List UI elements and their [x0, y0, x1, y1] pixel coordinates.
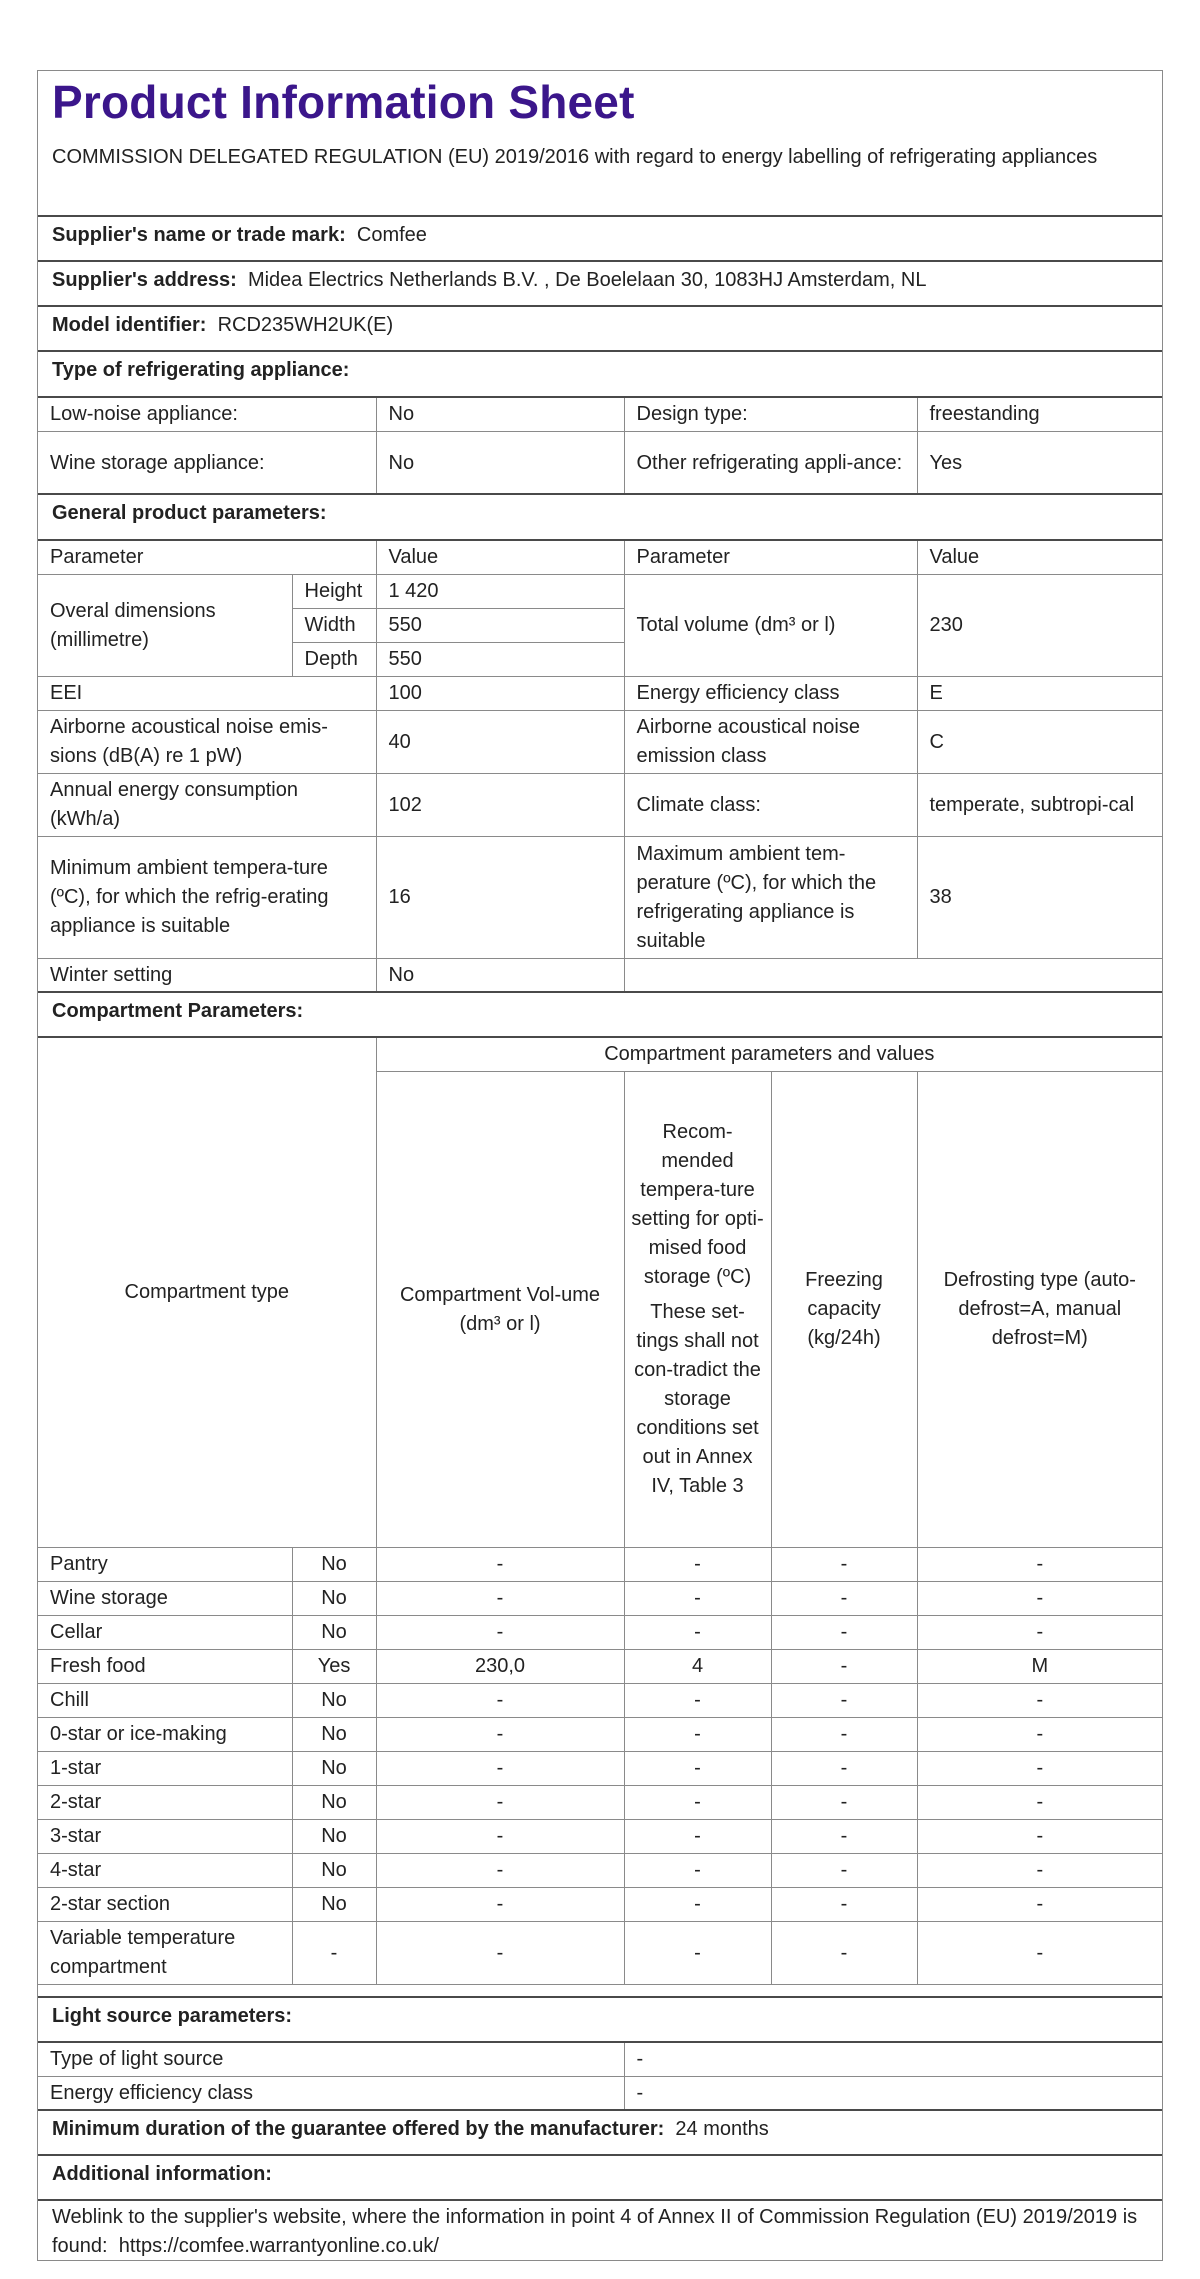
supplier-address-label: Supplier's address: [52, 269, 237, 291]
compartment-present: - [292, 1922, 376, 1985]
compartment-table [38, 1036, 1162, 1985]
freezing-capacity-header: Freezing capacity (kg/24h) [771, 1072, 917, 1548]
compartment-name: Chill [38, 1684, 292, 1718]
light-section-heading: Light source parameters: [52, 2005, 293, 2027]
compartment-volume: - [376, 1582, 624, 1616]
supplier-name-label: Supplier's name or trade mark: [52, 224, 346, 246]
min-temp-label: Minimum ambient tempera-ture (ºC), for which the refrig-erating appliance is suitable [38, 837, 376, 959]
supplier-address-value: Midea Electrics Netherlands B.V. , De Boelelaan 30, 1083HJ Amsterdam, NL [247, 269, 927, 291]
compartment-name: 1-star [38, 1752, 292, 1786]
compartment-freezing: - [771, 1548, 917, 1582]
compartment-volume: - [376, 1820, 624, 1854]
empty-cell [624, 959, 1162, 993]
compartment-temp: - [624, 1888, 771, 1922]
compartment-name: 2-star section [38, 1888, 292, 1922]
total-volume-value: 230 [917, 575, 1162, 677]
design-type-label: Design type: [624, 397, 917, 432]
eei-value: 100 [376, 677, 624, 711]
winter-setting-value: No [376, 959, 624, 993]
energy-class-label: Energy efficiency class [624, 677, 917, 711]
eei-label: EEI [38, 677, 376, 711]
additional-section-heading: Additional information: [52, 2163, 272, 2185]
guarantee-row [52, 2113, 769, 2145]
compartment-freezing: - [771, 1582, 917, 1616]
compartment-temp: - [624, 1854, 771, 1888]
compartment-row [38, 1650, 1162, 1684]
compartment-row [38, 1616, 1162, 1650]
compartment-name: 0-star or ice-making [38, 1718, 292, 1752]
supplier-weblink[interactable]: https://comfee.warrantyonline.co.uk/ [118, 2235, 439, 2257]
compartment-type-header: Compartment type [38, 1037, 376, 1548]
compartment-row [38, 1582, 1162, 1616]
compartment-row [38, 1548, 1162, 1582]
compartment-present: No [292, 1684, 376, 1718]
winter-setting-label: Winter setting [38, 959, 376, 993]
compartment-defrost: - [917, 1718, 1162, 1752]
compartment-present: No [292, 1854, 376, 1888]
compartment-volume: - [376, 1616, 624, 1650]
compartment-present: No [292, 1820, 376, 1854]
compartment-freezing: - [771, 1752, 917, 1786]
compartment-volume: - [376, 1786, 624, 1820]
compartment-volume: - [376, 1548, 624, 1582]
height-value: 1 420 [376, 575, 624, 609]
compartment-present: Yes [292, 1650, 376, 1684]
climate-class-value: temperate, subtropi-cal [917, 774, 1162, 837]
compartment-temp: - [624, 1786, 771, 1820]
compartment-row [38, 1684, 1162, 1718]
compartment-freezing: - [771, 1854, 917, 1888]
header-value-2: Value [917, 540, 1162, 575]
compartment-freezing: - [771, 1718, 917, 1752]
compartment-present: No [292, 1718, 376, 1752]
compartment-defrost: - [917, 1582, 1162, 1616]
compartment-volume: - [376, 1752, 624, 1786]
max-temp-value: 38 [917, 837, 1162, 959]
total-volume-label: Total volume (dm³ or l) [624, 575, 917, 677]
compartment-defrost: - [917, 1820, 1162, 1854]
energy-class-value: E [917, 677, 1162, 711]
compartment-name: 2-star [38, 1786, 292, 1820]
compartment-name: Cellar [38, 1616, 292, 1650]
compartment-group-header: Compartment parameters and values [376, 1037, 1162, 1072]
height-label: Height [292, 575, 376, 609]
compartment-freezing: - [771, 1820, 917, 1854]
compartment-freezing: - [771, 1786, 917, 1820]
product-information-sheet [37, 70, 1163, 2261]
compartment-volume: - [376, 1684, 624, 1718]
additional-info-text [52, 2203, 1142, 2261]
header-value: Value [376, 540, 624, 575]
max-temp-label: Maximum ambient tem-perature (ºC), for which the refrigerating appliance is suitable [624, 837, 917, 959]
compartment-freezing: - [771, 1888, 917, 1922]
general-parameters-table [38, 539, 1162, 993]
regulation-subtitle: COMMISSION DELEGATED REGULATION (EU) 2019/2016 with regard to energy labelling of refrigerating appliances [52, 146, 1098, 168]
compartment-temp: 4 [624, 1650, 771, 1684]
type-section-heading: Type of refrigerating appliance: [52, 359, 350, 381]
compartment-defrost: - [917, 1786, 1162, 1820]
compartment-present: No [292, 1786, 376, 1820]
compartment-freezing: - [771, 1650, 917, 1684]
recommended-temp-text: Recom-mended tempera-ture setting for opti-mised food storage (ºC) [631, 1121, 764, 1288]
compartment-row [38, 1820, 1162, 1854]
header-parameter-2: Parameter [624, 540, 917, 575]
noise-emissions-label: Airborne acoustical noise emis-sions (dB(A) re 1 pW) [38, 711, 376, 774]
recommended-temp-header [624, 1072, 771, 1548]
width-label: Width [292, 609, 376, 643]
compartment-row [38, 1718, 1162, 1752]
page-title: Product Information Sheet [52, 76, 635, 128]
compartment-volume: - [376, 1922, 624, 1985]
compartment-temp: - [624, 1684, 771, 1718]
compartment-temp: - [624, 1582, 771, 1616]
light-class-value: - [624, 2077, 1162, 2111]
annual-energy-label: Annual energy consumption (kWh/a) [38, 774, 376, 837]
other-appliance-label: Other refrigerating appli-ance: [624, 432, 917, 495]
light-class-label: Energy efficiency class [38, 2077, 624, 2111]
light-table [38, 2041, 1162, 2111]
compartment-temp: - [624, 1820, 771, 1854]
other-appliance-value: Yes [917, 432, 1162, 495]
compartment-defrost: - [917, 1752, 1162, 1786]
min-temp-value: 16 [376, 837, 624, 959]
compartment-section-heading: Compartment Parameters: [52, 1000, 304, 1022]
compartment-present: No [292, 1616, 376, 1650]
supplier-address-row [52, 264, 926, 296]
compartment-name: Fresh food [38, 1650, 292, 1684]
compartment-name: Wine storage [38, 1582, 292, 1616]
compartment-row [38, 1888, 1162, 1922]
guarantee-value: 24 months [675, 2118, 769, 2140]
compartment-defrost: - [917, 1922, 1162, 1985]
compartment-defrost: - [917, 1616, 1162, 1650]
compartment-volume: - [376, 1854, 624, 1888]
compartment-present: No [292, 1752, 376, 1786]
compartment-name: 3-star [38, 1820, 292, 1854]
compartment-name: Pantry [38, 1548, 292, 1582]
dimensions-label: Overal dimensions (millimetre) [38, 575, 292, 677]
compartment-name: Variable temperature compartment [38, 1922, 292, 1985]
compartment-present: No [292, 1548, 376, 1582]
weblink-description: Weblink to the supplier's website, where the information in point 4 of Annex II of Commission Regulation (EU) 2019/2019 is found: [52, 2206, 1138, 2257]
wine-storage-value: No [376, 432, 624, 495]
supplier-name-value: Comfee [356, 224, 427, 246]
compartment-freezing: - [771, 1922, 917, 1985]
noise-class-value: C [917, 711, 1162, 774]
compartment-name: 4-star [38, 1854, 292, 1888]
compartment-volume: - [376, 1718, 624, 1752]
compartment-volume: - [376, 1888, 624, 1922]
design-type-value: freestanding [917, 397, 1162, 432]
model-value: RCD235WH2UK(E) [217, 314, 394, 336]
type-table [38, 396, 1162, 495]
compartment-temp: - [624, 1718, 771, 1752]
compartment-temp: - [624, 1548, 771, 1582]
low-noise-value: No [376, 397, 624, 432]
temp-note-text: These set-tings shall not con-tradict the storage conditions set out in Annex IV, Table 3 [634, 1301, 761, 1497]
depth-value: 550 [376, 643, 624, 677]
light-type-label: Type of light source [38, 2042, 624, 2077]
depth-label: Depth [292, 643, 376, 677]
volume-header: Compartment Vol-ume (dm³ or l) [376, 1072, 624, 1548]
compartment-volume: 230,0 [376, 1650, 624, 1684]
header-parameter: Parameter [38, 540, 376, 575]
compartment-defrost: - [917, 1548, 1162, 1582]
compartment-temp: - [624, 1616, 771, 1650]
compartment-defrost: - [917, 1684, 1162, 1718]
compartment-defrost: - [917, 1888, 1162, 1922]
general-section-heading: General product parameters: [52, 502, 327, 524]
low-noise-label: Low-noise appliance: [38, 397, 376, 432]
compartment-defrost: - [917, 1854, 1162, 1888]
compartment-freezing: - [771, 1616, 917, 1650]
compartment-defrost: M [917, 1650, 1162, 1684]
compartment-freezing: - [771, 1684, 917, 1718]
noise-class-label: Airborne acoustical noise emission class [624, 711, 917, 774]
guarantee-label: Minimum duration of the guarantee offered by the manufacturer: [52, 2118, 665, 2140]
compartment-row [38, 1922, 1162, 1985]
model-row [52, 309, 393, 341]
climate-class-label: Climate class: [624, 774, 917, 837]
compartment-row [38, 1854, 1162, 1888]
compartment-row [38, 1786, 1162, 1820]
compartment-present: No [292, 1582, 376, 1616]
model-label: Model identifier: [52, 314, 207, 336]
supplier-name-row [52, 219, 427, 251]
wine-storage-label: Wine storage appliance: [38, 432, 376, 495]
width-value: 550 [376, 609, 624, 643]
compartment-temp: - [624, 1752, 771, 1786]
compartment-present: No [292, 1888, 376, 1922]
light-type-value: - [624, 2042, 1162, 2077]
annual-energy-value: 102 [376, 774, 624, 837]
compartment-temp: - [624, 1922, 771, 1985]
noise-emissions-value: 40 [376, 711, 624, 774]
compartment-row [38, 1752, 1162, 1786]
defrosting-type-header: Defrosting type (auto-defrost=A, manual defrost=M) [917, 1072, 1162, 1548]
